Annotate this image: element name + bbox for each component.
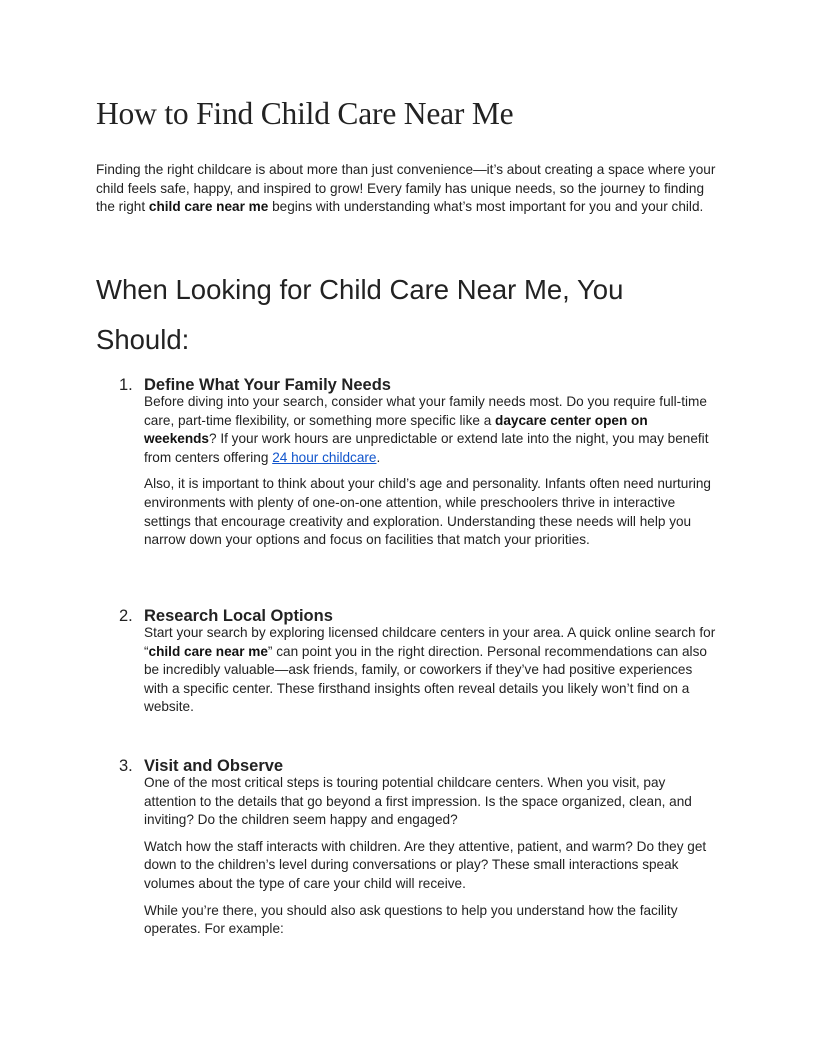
paragraph: While you’re there, you should also ask questions to help you understand how the facility operates. For example: (144, 902, 678, 937)
intro-text-1: Finding the right childcare is about more than just convenience—it’s about creating a space where your child feels safe, happy, and inspired to grow! Every family has unique needs, so the journey to finding the right (96, 162, 716, 215)
document-page (96, 0, 720, 1056)
list-item-number: 3. (119, 757, 133, 775)
paragraph-text: Start your search by exploring licensed childcare centers in your area. A quick online search for “ (144, 625, 716, 659)
list-item-number: 1. (119, 376, 133, 394)
list-item-body (144, 624, 720, 725)
paragraph-text: Before diving into your search, consider what your family needs most. Do you require full-time care, part-time flexibility, or something more specific like a (144, 394, 707, 428)
page-title: How to Find Child Care Near Me (96, 96, 514, 131)
paragraph: Also, it is important to think about your child’s age and personality. Infants often need nurturing environments with plenty of one-on-one attention, while preschoolers thrive in interactive settings that encourage creativity and exploration. Understanding these needs will help you narrow down your options and focus on facilities that match your priorities. (144, 476, 711, 548)
paragraph (144, 624, 720, 717)
list-item-number: 2. (119, 607, 133, 625)
24-hour-childcare-link[interactable]: 24 hour childcare (272, 449, 377, 465)
list-item-body (144, 774, 720, 947)
section-heading: When Looking for Child Care Near Me, You Should: (96, 274, 624, 355)
paragraph-text: ? If your work hours are unpredictable or extend late into the night, you may benefit from centers offering (144, 431, 709, 465)
paragraph: Watch how the staff interacts with children. Are they attentive, patient, and warm? Do they get down to the children’s level during conversations or play? These small interactions speak volumes about the type of care your child will receive. (144, 838, 707, 892)
keyword: daycare center open on weekends (144, 412, 648, 447)
list-item-heading: Research Local Options (144, 607, 333, 625)
intro-keyword: child care near me (148, 199, 269, 215)
list-item-body (144, 393, 720, 558)
paragraph-text: ” can point you in the right direction. Personal recommendations can also be incredibly valuable—ask friends, family, or coworkers if they’ve had positive experiences with a specific center. These firsthand insights often reveal details you likely won’t find on a website. (144, 643, 707, 715)
list-item-heading: Define What Your Family Needs (144, 376, 391, 394)
paragraph-text: . (376, 449, 381, 465)
paragraph (144, 393, 720, 467)
intro-text-2: begins with understanding what’s most important for you and your child. (268, 199, 704, 215)
list-item-heading: Visit and Observe (144, 757, 284, 775)
keyword: child care near me (148, 643, 268, 659)
intro-paragraph (96, 161, 720, 217)
paragraph: One of the most critical steps is touring potential childcare centers. When you visit, pay attention to the details that go beyond a first impression. Is the space organized, clean, and inviting? Do the children seem happy and engaged? (144, 775, 692, 828)
